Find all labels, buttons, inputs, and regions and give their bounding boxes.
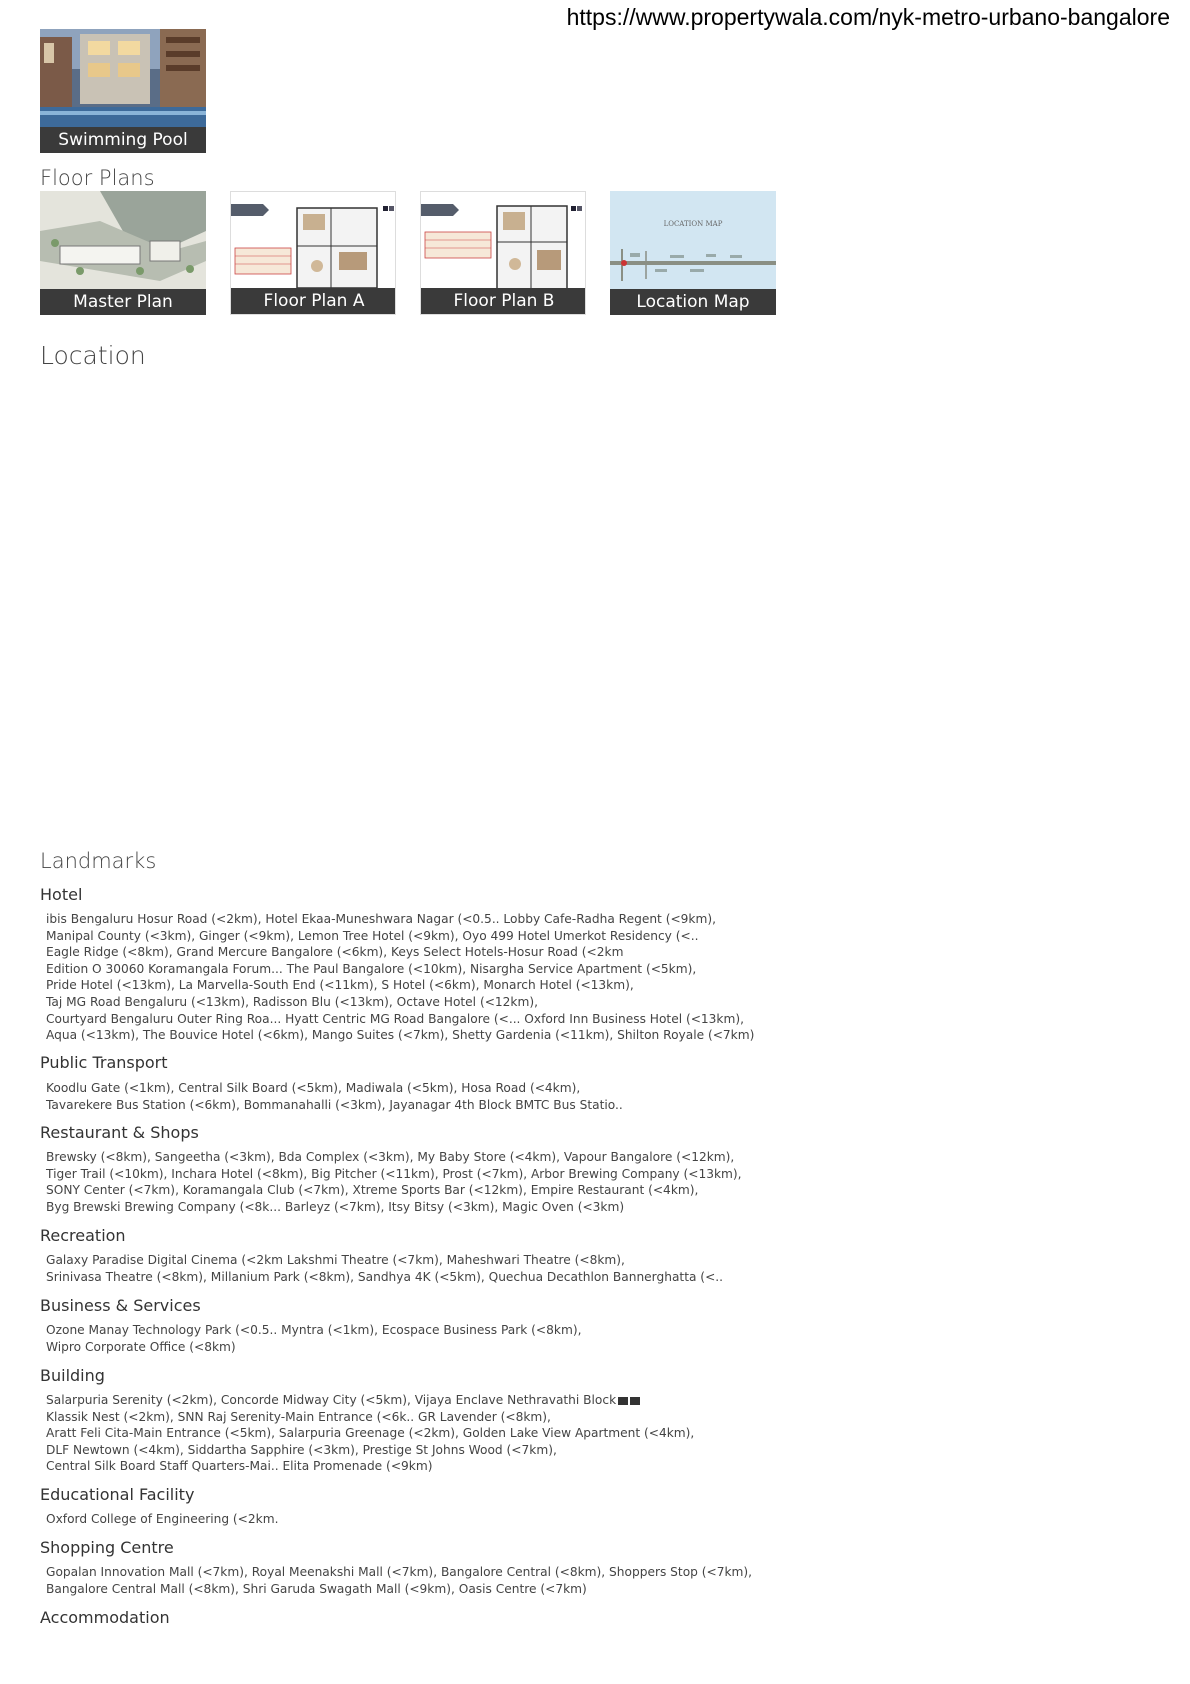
landmark-category-hotel: Hotel [40,885,83,904]
floor-plan-a-thumbnail[interactable] [230,191,396,315]
list-item: Galaxy Paradise Digital Cinema (<2km Lakshmi Theatre (<7km), Maheshwari Theatre (<8km), [46,1253,625,1267]
landmark-category-accommodation: Accommodation [40,1608,170,1627]
list-item: Srinivasa Theatre (<8km), Millanium Park (<8km), Sandhya 4K (<5km), Quechua Decathlon Bannerghatta (<.. [46,1269,724,1284]
list-item: Brewsky (<8km), Sangeetha (<3km), Bda Complex (<3km), My Baby Store (<4km), Vapour Bangalore (<12km), [46,1150,735,1164]
list-item: Oxford College of Engineering (<2km. [46,1512,279,1526]
list-item: Bangalore Central Mall (<8km), Shri Garuda Swagath Mall (<9km), Oasis Centre (<7km) [46,1581,587,1596]
list-item: Klassik Nest (<2km), SNN Raj Serenity-Main Entrance (<6k.. GR Lavender (<8km), [46,1409,551,1424]
landmark-category-building: Building [40,1366,105,1385]
master-plan-thumbnail[interactable] [40,191,206,315]
list-item: DLF Newtown (<4km), Siddartha Sapphire (<3km), Prestige St Johns Wood (<7km), [46,1442,557,1457]
swimming-pool-photo[interactable] [40,29,206,153]
list-item [46,1392,786,1409]
list-item: Ozone Manay Technology Park (<0.5.. Myntra (<1km), Ecospace Business Park (<8km), [46,1323,582,1337]
list-item: Edition O 30060 Koramangala Forum... The Paul Bangalore (<10km), Nisargha Service Apartment (<5km), [46,961,697,976]
list-item: Aratt Feli Cita-Main Entrance (<5km), Salarpuria Greenage (<2km), Golden Lake View Apartment (<4km), [46,1426,695,1441]
hotel-landmark-list [46,911,786,1044]
floor-plans-heading: Floor Plans [40,166,155,190]
recreation-landmark-list [46,1252,786,1285]
list-item: Tiger Trail (<10km), Inchara Hotel (<8km), Big Pitcher (<11km), Prost (<7km), Arbor Brewing Company (<13km), [46,1166,742,1181]
location-map-thumbnail[interactable] [610,191,776,315]
master-plan-caption: Master Plan [40,289,206,315]
list-item: Taj MG Road Bengaluru (<13km), Radisson Blu (<13km), Octave Hotel (<12km), [46,994,538,1009]
list-item: Byg Brewski Brewing Company (<8k... Barleyz (<7km), Itsy Bitsy (<3km), Magic Oven (<3km) [46,1199,625,1214]
missing-glyph-icon [630,1397,640,1405]
list-item: Courtyard Bengaluru Outer Ring Roa... Hyatt Centric MG Road Bangalore (<... Oxford Inn Business Hotel (<13km), [46,1011,744,1026]
landmark-category-recreation: Recreation [40,1226,126,1245]
location-heading: Location [40,341,146,370]
business-services-landmark-list [46,1322,786,1355]
list-item: SONY Center (<7km), Koramangala Club (<7km), Xtreme Sports Bar (<12km), Empire Restaurant (<4km), [46,1183,699,1198]
location-map-title: LOCATION MAP [663,220,723,228]
landmarks-heading: Landmarks [40,849,157,873]
page-url: https://www.propertywala.com/nyk-metro-urbano-bangalore [566,4,1170,30]
list-item: Manipal County (<3km), Ginger (<9km), Lemon Tree Hotel (<9km), Oyo 499 Hotel Umerkot Residency (<.. [46,928,699,943]
landmark-category-shopping-centre: Shopping Centre [40,1538,174,1557]
list-item: Gopalan Innovation Mall (<7km), Royal Meenakshi Mall (<7km), Bangalore Central (<8km), Shoppers Stop (<7km), [46,1565,753,1579]
public-transport-landmark-list [46,1080,786,1113]
list-item-text: Salarpuria Serenity (<2km), Concorde Midway City (<5km), Vijaya Enclave Nethravathi Block [46,1393,617,1407]
floor-plan-b-caption: Floor Plan B [421,288,586,314]
list-item: Pride Hotel (<13km), La Marvella-South End (<11km), S Hotel (<6km), Monarch Hotel (<13km), [46,978,634,993]
location-map-caption: Location Map [610,289,776,315]
missing-glyph-icon [618,1397,628,1405]
floor-plan-a-caption: Floor Plan A [231,288,396,314]
building-landmark-list [46,1392,786,1475]
floor-plan-b-thumbnail[interactable] [420,191,586,315]
list-item: ibis Bengaluru Hosur Road (<2km), Hotel Ekaa-Muneshwara Nagar (<0.5.. Lobby Cafe-Radha Regent (<9km), [46,912,716,926]
list-item: Central Silk Board Staff Quarters-Mai.. Elita Promenade (<9km) [46,1459,433,1474]
landmark-category-business-services: Business & Services [40,1296,201,1315]
swimming-pool-caption: Swimming Pool [40,127,206,153]
shopping-centre-landmark-list [46,1564,786,1597]
educational-facility-landmark-list [46,1511,786,1528]
list-item: Wipro Corporate Office (<8km) [46,1339,236,1354]
restaurant-shops-landmark-list [46,1149,786,1215]
list-item: Tavarekere Bus Station (<6km), Bommanahalli (<3km), Jayanagar 4th Block BMTC Bus Statio.. [46,1097,623,1112]
landmark-category-restaurant-shops: Restaurant & Shops [40,1123,199,1142]
list-item: Eagle Ridge (<8km), Grand Mercure Bangalore (<6km), Keys Select Hotels-Hosur Road (<2km [46,945,624,960]
list-item: Aqua (<13km), The Bouvice Hotel (<6km), Mango Suites (<7km), Shetty Gardenia (<11km), Shilton Royale (<7km) [46,1028,755,1043]
landmark-category-public-transport: Public Transport [40,1053,168,1072]
location-map-area [40,380,780,840]
landmark-category-educational-facility: Educational Facility [40,1485,195,1504]
list-item: Koodlu Gate (<1km), Central Silk Board (<5km), Madiwala (<5km), Hosa Road (<4km), [46,1081,581,1095]
